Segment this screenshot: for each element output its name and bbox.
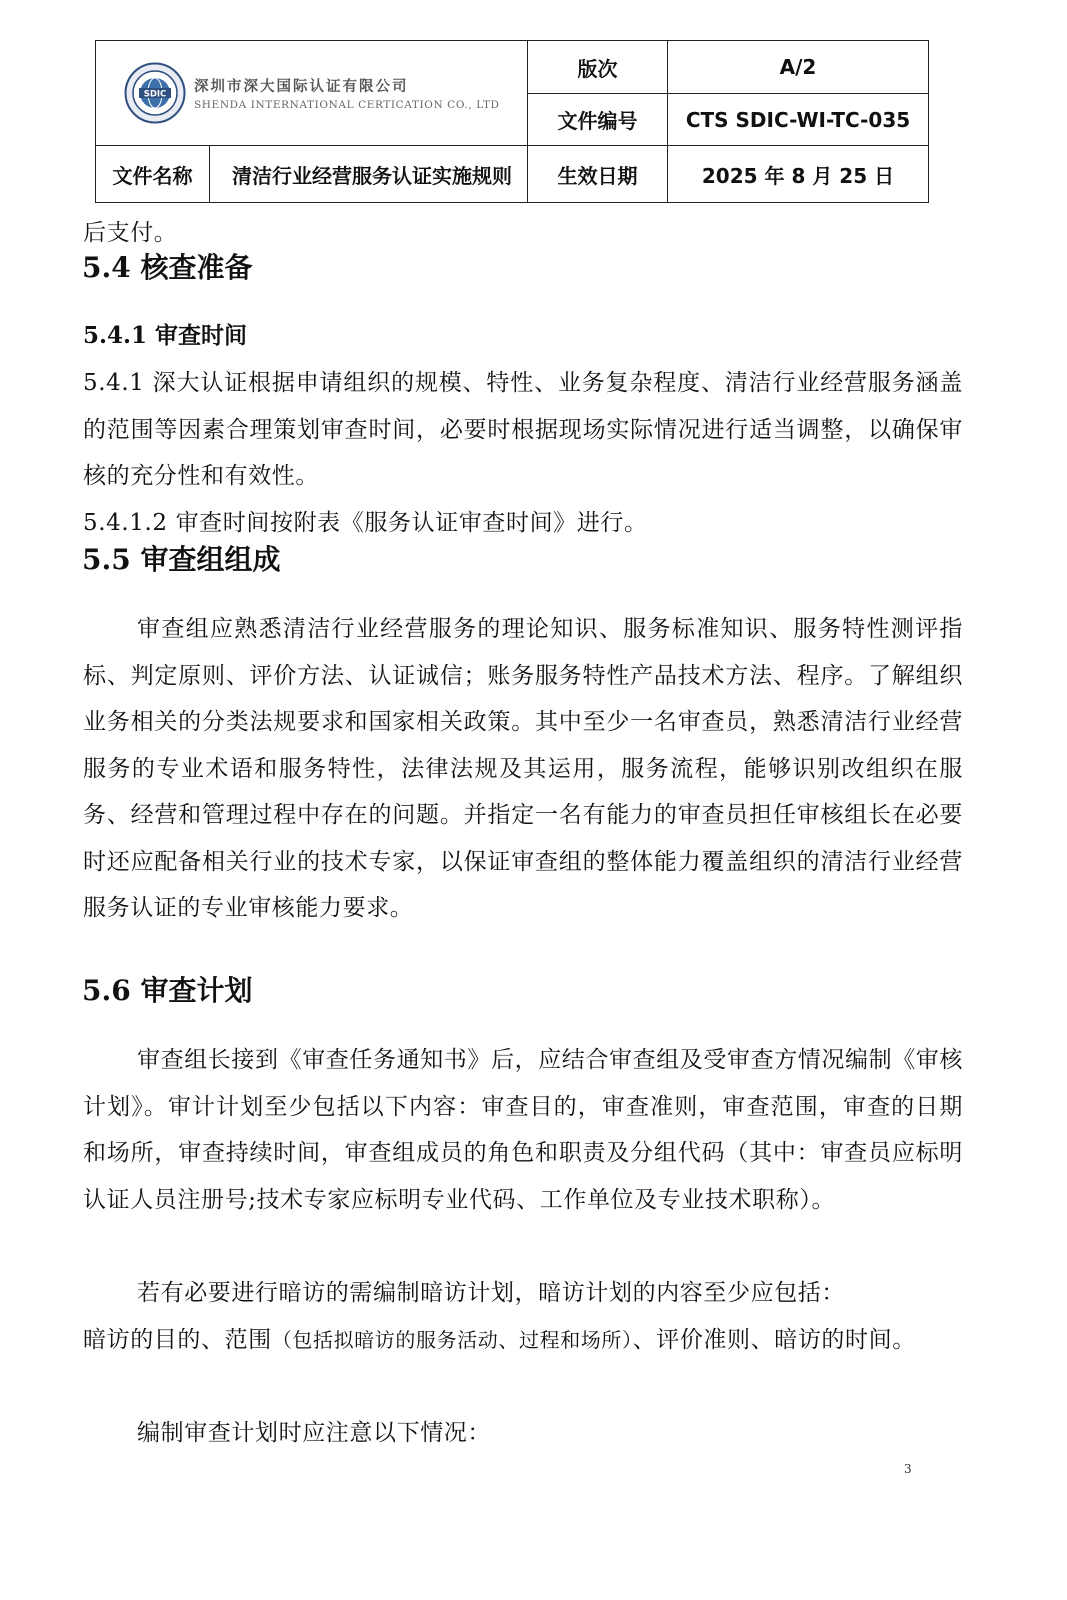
paragraph-5-5: 审查组应熟悉清洁行业经营服务的理论知识、服务标准知识、服务特性测评指标、判定原则、评价方法、认证诚信；账务服务特性产品技术方法、程序。了解组织业务相关的分类法规要求和国家相关政策。其中至少一名审查员，熟悉清洁行业经营服务的专业术语和服务特性，法律法规及其运用，服务流程，能够识别改组织在服务、经营和管理过程中存在的问题。并指定一名有能力的审查员担任审核组长在必要时还应配备相关行业的技术专家，以保证审查组的整体能力覆盖组织的清洁行业经营服务认证的专业审核能力要求。 xyxy=(83,616,963,921)
heading-5-4-1: 5.4.1 审查时间 xyxy=(83,322,248,349)
company-name-cn: 深圳市深大国际认证有限公司 xyxy=(194,79,409,95)
heading-5-6: 5.6 审查计划 xyxy=(82,974,253,1007)
covert-criteria-text: 、评价准则、暗访的时间。 xyxy=(632,1327,916,1353)
doc-number-label: 文件编号 xyxy=(528,94,668,146)
page-number: 3 xyxy=(904,1462,912,1476)
covert-scope-note: （包括拟暗访的服务活动、过程和场所） xyxy=(271,1328,633,1352)
company-logo-cell xyxy=(96,41,528,146)
company-name-en: SHENDA INTERNATIONAL CERTICATION CO., LTD xyxy=(194,99,500,111)
paragraph-5-4-1-2: 5.4.1.2 审查时间按附表《服务认证审查时间》进行。 xyxy=(83,510,648,536)
paragraph-5-6-notes: 编制审查计划时应注意以下情况： xyxy=(137,1420,491,1446)
logo-text: SDIC xyxy=(143,89,167,100)
carry-over-text: 后支付。 xyxy=(83,220,178,246)
covert-purpose-text: 暗访的目的、范围 xyxy=(83,1327,272,1353)
paragraph-5-4-1: 5.4.1 深大认证根据申请组织的规模、特性、业务复杂程度、清洁行业经营服务涵盖的范围等因素合理策划审查时间，必要时根据现场实际情况进行适当调整，以确保审核的充分性和有效性。 xyxy=(83,370,963,489)
version-label: 版次 xyxy=(528,41,668,94)
paragraph-5-6-covert-intro: 若有必要进行暗访的需编制暗访计划，暗访计划的内容至少应包括： xyxy=(137,1280,845,1306)
company-seal-logo xyxy=(124,62,186,124)
paragraph-5-6-covert-content xyxy=(83,1317,963,1364)
effective-date-label: 生效日期 xyxy=(528,146,668,203)
doc-name-label: 文件名称 xyxy=(96,146,210,203)
paragraph-5-6-plan: 审查组长接到《审查任务通知书》后，应结合审查组及受审查方情况编制《审核计划》。审计计划至少包括以下内容：审查目的，审查准则，审查范围，审查的日期和场所，审查持续时间，审查组成员的角色和职责及分组代码（其中：审查员应标明认证人员注册号;技术专家应标明专业代码、工作单位及专业技术职称）。 xyxy=(83,1047,963,1213)
version-value: A/2 xyxy=(668,41,929,94)
doc-number-value: CTS SDIC-WI-TC-035 xyxy=(668,94,929,146)
heading-5-4: 5.4 核查准备 xyxy=(82,251,253,284)
effective-date-value: 2025 年 8 月 25 日 xyxy=(668,146,929,203)
heading-5-5: 5.5 审查组组成 xyxy=(82,543,281,576)
document-header-table xyxy=(95,40,929,203)
doc-name-value: 清洁行业经营服务认证实施规则 xyxy=(210,146,528,203)
